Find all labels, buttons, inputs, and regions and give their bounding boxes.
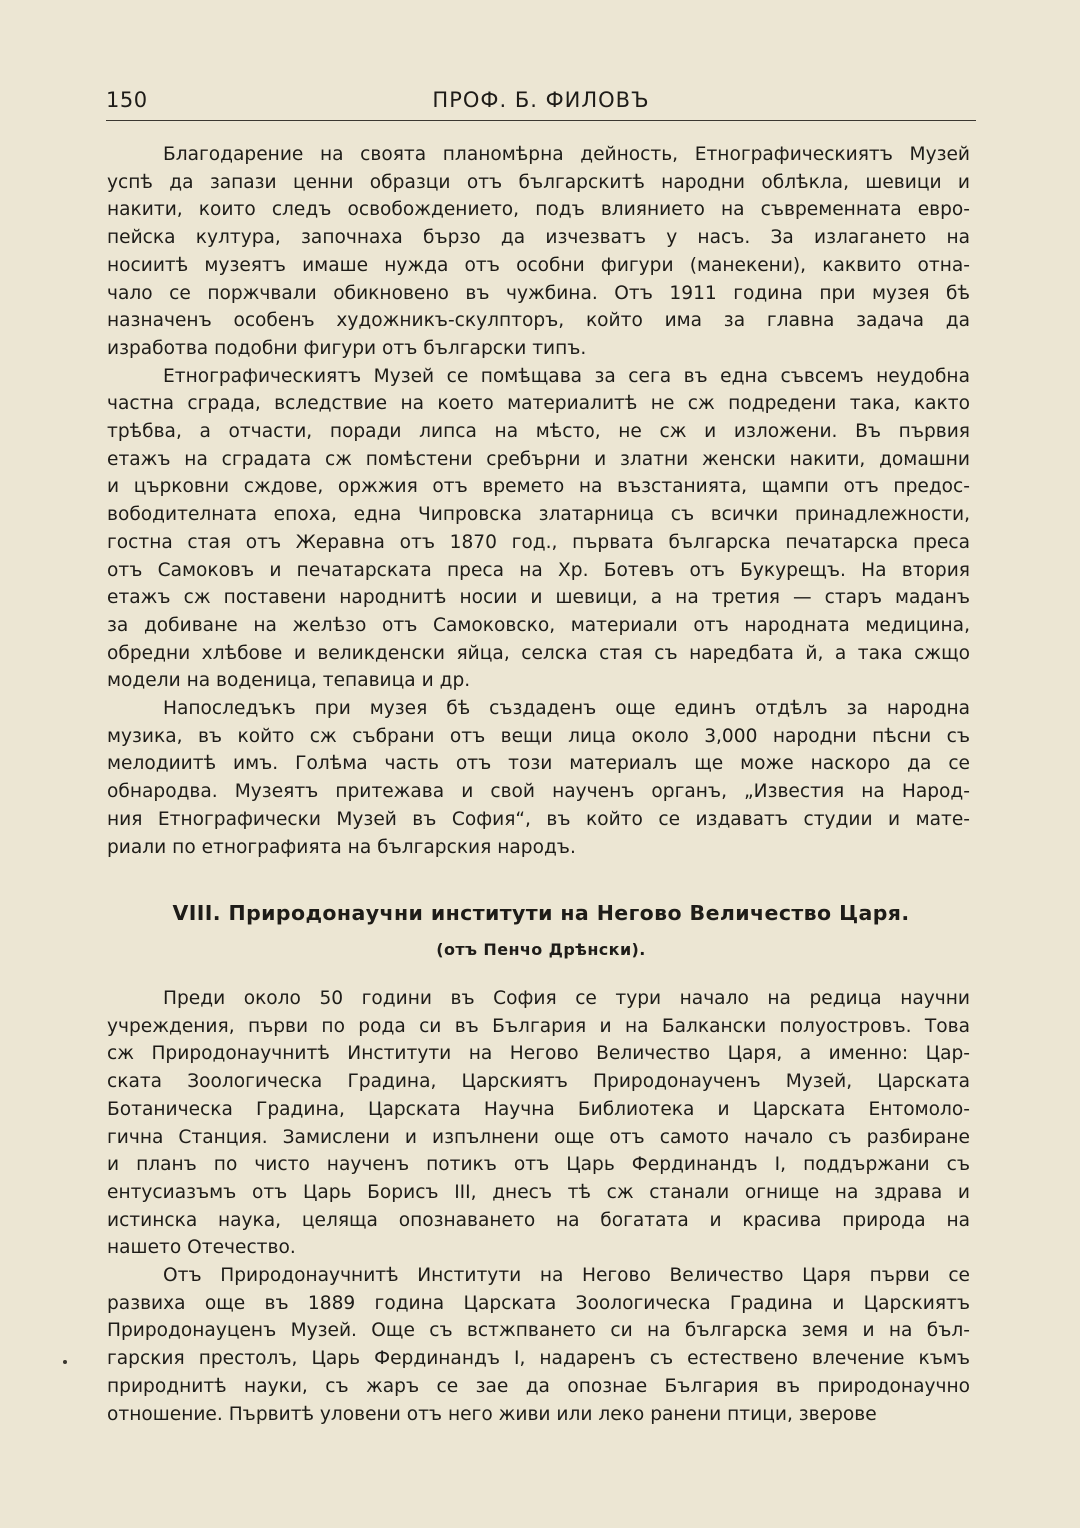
text-line: Благодарение на своята планомѣрна дейность, Етнографическиятъ Музей — [163, 144, 970, 165]
text-line: ния Етнографически Музей въ София“, въ който се издаватъ студии и мате- — [107, 808, 970, 830]
text-line: природнитѣ науки, съ жаръ се зае да опознае България въ природонаучно — [107, 1375, 970, 1397]
natural-science-institutes-text — [107, 985, 970, 1428]
text-line: риали по етнографията на българския народъ. — [107, 836, 576, 858]
paragraph — [107, 363, 970, 695]
text-line: носиитѣ музеятъ имаше нужда отъ особни фигури (манекени), каквито отна- — [107, 254, 970, 276]
running-title: ПРОФ. Б. ФИЛОВЪ — [432, 88, 650, 112]
text-line: вободителната епоха, една Чипровска златарница съ всички принадлежности, — [107, 504, 970, 526]
text-line: гична Станция. Замислени и изпълнени още отъ самото начало съ разбиране — [107, 1126, 970, 1148]
text-line: Ботаническа Градина, Царската Научна Библиотека и Царската Ентомоло- — [107, 1098, 970, 1120]
text-line: гарския престолъ, Царь Фердинандъ I, надаренъ съ естествено влечение къмъ — [107, 1348, 970, 1370]
text-line: и планъ по чисто наученъ потикъ отъ Царь Фердинандъ I, поддържани съ — [107, 1154, 970, 1176]
text-line: сж Природонаучнитѣ Институти на Негово Величество Царя, а именно: Цар- — [107, 1043, 970, 1065]
text-line: етажъ сж поставени народнитѣ носии и шевици, а на третия — старъ маданъ — [107, 587, 970, 609]
text-line: чало се поржчвали обикновено въ чужбина. Отъ 1911 година при музея бѣ — [107, 282, 970, 304]
text-line: отношение. Първитѣ уловени отъ него живи или леко ранени птици, зверове — [107, 1403, 877, 1425]
section-heading: VIII. Природонаучни институти на Негово Величество Царя. — [172, 901, 910, 925]
text-line: и църковни сждове, оржжия отъ времето на възстанията, щампи отъ предос- — [107, 476, 970, 498]
text-line: ската Зоологическа Градина, Царскиятъ Природонаученъ Музей, Царската — [107, 1071, 970, 1093]
text-line: учреждения, първи по рода си въ България и на Балкански полуостровъ. Това — [107, 1015, 970, 1037]
text-line: обредни хлѣбове и великденски яйца, селска стая съ наредбата й, а така сжщо — [107, 642, 970, 664]
text-line: Природонауценъ Музей. Още съ встжпването си на българска земя и на бъл- — [107, 1320, 970, 1342]
text-line: Отъ Природонаучнитѣ Институти на Негово Величество Царя първи се — [163, 1265, 970, 1287]
text-line: частна сграда, вследствие на което материалитѣ не сж подредени така, както — [107, 393, 970, 415]
text-line: за добиване на желѣзо отъ Самоковско, материали отъ народната медицина, — [107, 614, 970, 636]
text-line: истинска наука, целяща опознаването на богатата и красива природа на — [107, 1209, 970, 1231]
page-number: 150 — [106, 88, 148, 112]
section-author: (отъ Пенчо Дрѣнски). — [436, 940, 646, 959]
text-line: назначенъ особенъ художникъ-скулпторъ, който има за главна задача да — [107, 310, 970, 332]
paragraph — [107, 1262, 970, 1428]
text-line: пейска култура, започнаха бързо да изчезватъ у насъ. За излагането на — [107, 227, 970, 249]
text-line: изработва подобни фигури отъ български типъ. — [107, 337, 587, 359]
text-line: ентусиазъмъ отъ Царь Борисъ III, днесъ тѣ сж станали огнище на здрава и — [107, 1181, 970, 1203]
text-line: модели на воденица, тепавица и др. — [107, 670, 471, 692]
text-line: отъ Самоковъ и печатарската преса на Хр. Ботевъ отъ Букурещъ. На втория — [107, 559, 970, 581]
text-line: обнародва. Музеятъ притежава и свой наученъ органъ, „Известия на Народ- — [107, 781, 970, 803]
text-line: Преди около 50 години въ София се тури начало на редица научни — [163, 988, 970, 1009]
paragraph — [107, 985, 970, 1262]
text-line: гостна стая отъ Жеравна отъ 1870 год., първата българска печатарска преса — [107, 531, 970, 553]
paragraph — [107, 695, 970, 861]
text-line: музика, въ който сж събрани отъ вещи лица около 3,000 народни пѣсни съ — [107, 725, 970, 747]
text-line: етажъ на сградата сж помѣстени сребърни и златни женски накити, домашни — [107, 448, 970, 470]
text-line: Етнографическиятъ Музей се помѣщава за сега въ една съвсемъ неудобна — [163, 365, 970, 387]
text-line: нашето Отечество. — [107, 1237, 296, 1259]
margin-dot — [63, 1360, 67, 1364]
text-line: мелодиитѣ имъ. Голѣма часть отъ този материалъ ще може наскоро да се — [107, 753, 970, 775]
ethnographic-museum-text — [107, 141, 970, 861]
text-line: накити, които следъ освобождението, подъ влиянието на съвременната евро- — [107, 199, 970, 221]
text-line: успѣ да запази ценни образци отъ българскитѣ народни облѣкла, шевици и — [107, 171, 970, 193]
text-line: Напоследъкъ при музея бѣ създаденъ още единъ отдѣлъ за народна — [163, 698, 970, 720]
text-line: развиха още въ 1889 година Царската Зоологическа Градина и Царскиятъ — [107, 1292, 970, 1314]
paragraph — [107, 141, 970, 363]
text-line: трѣбва, а отчасти, поради липса на мѣсто, не сж и изложени. Въ първия — [107, 421, 970, 443]
page-header — [106, 86, 976, 121]
